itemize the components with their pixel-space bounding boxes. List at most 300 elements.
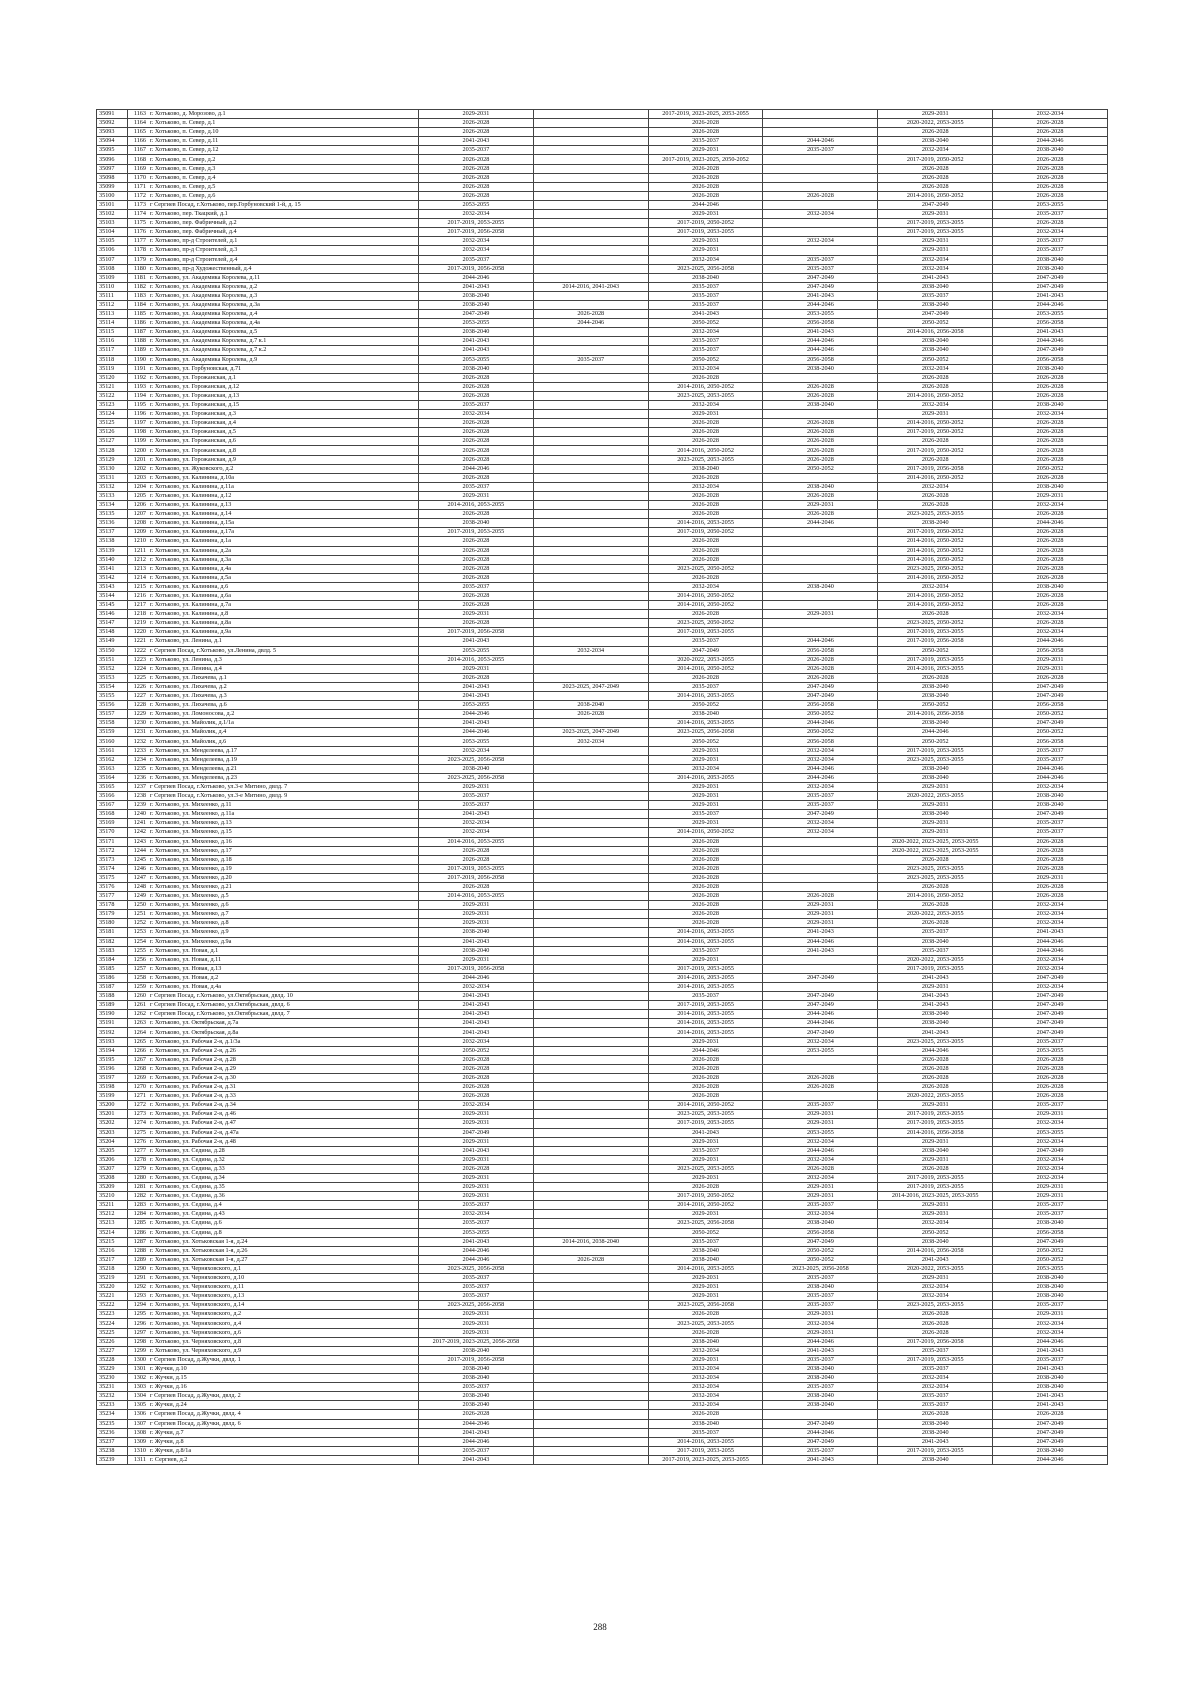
period-cell-5: 2017-2019, 2053-2055 xyxy=(878,228,993,237)
table-row xyxy=(97,510,1108,519)
address-cell: г. Хотьково, ул. Рабочая 2-я, д.46 xyxy=(148,1110,419,1119)
row-number-cell: 1309 xyxy=(128,1437,149,1446)
period-cell-3: 2014-2016, 2050-2052 xyxy=(648,591,763,600)
row-id-cell: 35120 xyxy=(97,373,128,382)
row-number-cell: 1266 xyxy=(128,1046,149,1055)
address-cell: г. Хотьково, ул. Седина, д.36 xyxy=(148,1192,419,1201)
row-id-cell: 35110 xyxy=(97,282,128,291)
row-id-cell: 35099 xyxy=(97,182,128,191)
period-cell-5: 2020-2022, 2053-2055 xyxy=(878,792,993,801)
period-cell-4: 2056-2058 xyxy=(763,646,878,655)
row-number-cell: 1173 xyxy=(128,200,149,209)
row-number-cell: 1224 xyxy=(128,664,149,673)
period-cell-6: 2035-2037 xyxy=(993,819,1108,828)
row-id-cell: 35132 xyxy=(97,482,128,491)
period-cell-5: 2026-2028 xyxy=(878,1055,993,1064)
address-cell: г. Хотьково, ул. Калинина, д.9а xyxy=(148,628,419,637)
row-number-cell: 1261 xyxy=(128,1001,149,1010)
address-cell: г. Хотьково, ул. Академика Королева, д.11 xyxy=(148,273,419,282)
row-number-cell: 1222 xyxy=(128,646,149,655)
table-row xyxy=(97,264,1108,273)
address-cell: г. Хотьково, ул. Новая, д.2 xyxy=(148,973,419,982)
address-cell: г. Хотьково, ул. Октябрьская, д.8а xyxy=(148,1028,419,1037)
period-cell-4 xyxy=(763,173,878,182)
row-id-cell: 35145 xyxy=(97,601,128,610)
period-cell-3: 2014-2016, 2050-2052 xyxy=(648,1201,763,1210)
table-row xyxy=(97,673,1108,682)
period-cell-3: 2035-2037 xyxy=(648,637,763,646)
row-id-cell: 35121 xyxy=(97,382,128,391)
period-cell-4 xyxy=(763,619,878,628)
period-cell-3: 2029-2031 xyxy=(648,801,763,810)
period-cell-6: 2038-2040 xyxy=(993,401,1108,410)
period-cell-4: 2035-2037 xyxy=(763,1201,878,1210)
period-cell-3: 2026-2028 xyxy=(648,837,763,846)
period-cell-5: 2017-2019, 2053-2055 xyxy=(878,1446,993,1455)
period-cell-3: 2032-2034 xyxy=(648,1346,763,1355)
period-cell-4 xyxy=(763,564,878,573)
row-number-cell: 1207 xyxy=(128,510,149,519)
address-cell: г. Хотьково, ул. Седина, д.32 xyxy=(148,1155,419,1164)
period-cell-2 xyxy=(533,555,648,564)
period-cell-3: 2029-2031 xyxy=(648,237,763,246)
period-cell-3: 2026-2028 xyxy=(648,501,763,510)
period-cell-5: 2029-2031 xyxy=(878,819,993,828)
period-cell-2 xyxy=(533,892,648,901)
row-number-cell: 1223 xyxy=(128,655,149,664)
table-row xyxy=(97,628,1108,637)
address-cell: г. Хотьково, ул. Академика Королева, д.3 xyxy=(148,291,419,300)
page-number: 288 xyxy=(593,1622,607,1632)
row-id-cell: 35133 xyxy=(97,491,128,500)
period-cell-5: 2035-2037 xyxy=(878,1392,993,1401)
row-id-cell: 35212 xyxy=(97,1210,128,1219)
period-cell-2 xyxy=(533,446,648,455)
period-cell-2 xyxy=(533,637,648,646)
period-cell-3: 2023-2025, 2050-2052 xyxy=(648,619,763,628)
period-cell-4: 2026-2028 xyxy=(763,892,878,901)
table-row xyxy=(97,983,1108,992)
period-cell-6: 2044-2046 xyxy=(993,764,1108,773)
table-row xyxy=(97,191,1108,200)
row-id-cell: 35233 xyxy=(97,1401,128,1410)
row-number-cell: 1175 xyxy=(128,219,149,228)
row-id-cell: 35157 xyxy=(97,710,128,719)
period-cell-1: 2035-2037 xyxy=(419,1274,534,1283)
period-cell-4: 2047-2049 xyxy=(763,810,878,819)
table-row xyxy=(97,1046,1108,1055)
table-row xyxy=(97,1292,1108,1301)
row-number-cell: 1233 xyxy=(128,746,149,755)
period-cell-4: 2032-2034 xyxy=(763,1210,878,1219)
period-cell-1: 2029-2031 xyxy=(419,1137,534,1146)
period-cell-2 xyxy=(533,964,648,973)
period-cell-2 xyxy=(533,1228,648,1237)
period-cell-6: 2047-2049 xyxy=(993,1428,1108,1437)
period-cell-3: 2029-2031 xyxy=(648,410,763,419)
period-cell-6: 2047-2049 xyxy=(993,973,1108,982)
period-cell-3: 2035-2037 xyxy=(648,992,763,1001)
period-cell-4 xyxy=(763,410,878,419)
table-row xyxy=(97,119,1108,128)
period-cell-3: 2050-2052 xyxy=(648,355,763,364)
period-cell-2 xyxy=(533,1274,648,1283)
period-cell-1: 2026-2028 xyxy=(419,1083,534,1092)
period-cell-5: 2038-2040 xyxy=(878,300,993,309)
period-cell-4: 2026-2028 xyxy=(763,491,878,500)
row-id-cell: 35208 xyxy=(97,1173,128,1182)
period-cell-2 xyxy=(533,1346,648,1355)
row-id-cell: 35113 xyxy=(97,310,128,319)
period-cell-6: 2029-2031 xyxy=(993,873,1108,882)
period-cell-5: 2023-2025, 2050-2052 xyxy=(878,619,993,628)
period-cell-3: 2017-2019, 2053-2055 xyxy=(648,964,763,973)
row-id-cell: 35219 xyxy=(97,1274,128,1283)
row-number-cell: 1294 xyxy=(128,1301,149,1310)
row-id-cell: 35192 xyxy=(97,1028,128,1037)
table-row xyxy=(97,1210,1108,1219)
row-number-cell: 1214 xyxy=(128,573,149,582)
period-cell-4 xyxy=(763,164,878,173)
row-number-cell: 1296 xyxy=(128,1319,149,1328)
period-cell-5: 2014-2016, 2050-2052 xyxy=(878,573,993,582)
row-id-cell: 35152 xyxy=(97,664,128,673)
table-row xyxy=(97,1419,1108,1428)
period-cell-4 xyxy=(763,1092,878,1101)
table-row xyxy=(97,646,1108,655)
period-cell-3: 2029-2031 xyxy=(648,755,763,764)
row-number-cell: 1185 xyxy=(128,310,149,319)
period-cell-3: 2026-2028 xyxy=(648,873,763,882)
period-cell-5: 2026-2028 xyxy=(878,182,993,191)
address-cell: г. Хотьково, ул. Новая, д.4а xyxy=(148,983,419,992)
row-number-cell: 1282 xyxy=(128,1192,149,1201)
row-id-cell: 35216 xyxy=(97,1246,128,1255)
period-cell-3: 2026-2028 xyxy=(648,901,763,910)
period-cell-3: 2026-2028 xyxy=(648,1073,763,1082)
period-cell-2: 2038-2040 xyxy=(533,701,648,710)
period-cell-6: 2038-2040 xyxy=(993,792,1108,801)
period-cell-6: 2044-2046 xyxy=(993,937,1108,946)
period-cell-4: 2029-2031 xyxy=(763,610,878,619)
row-number-cell: 1221 xyxy=(128,637,149,646)
period-cell-5: 2023-2025, 2053-2055 xyxy=(878,864,993,873)
row-id-cell: 35185 xyxy=(97,964,128,973)
period-cell-1: 2053-2055 xyxy=(419,646,534,655)
row-id-cell: 35213 xyxy=(97,1219,128,1228)
row-id-cell: 35160 xyxy=(97,737,128,746)
period-cell-4 xyxy=(763,964,878,973)
period-cell-6: 2050-2052 xyxy=(993,464,1108,473)
table-row xyxy=(97,310,1108,319)
row-number-cell: 1212 xyxy=(128,555,149,564)
period-cell-5: 2017-2019, 2050-2052 xyxy=(878,155,993,164)
period-cell-6: 2026-2028 xyxy=(993,510,1108,519)
period-cell-2: 2014-2016, 2041-2043 xyxy=(533,282,648,291)
row-id-cell: 35146 xyxy=(97,610,128,619)
address-cell: г. Сергиев, д.2 xyxy=(148,1455,419,1464)
address-cell: г. Хотьково, ул. Горожанская, д.8 xyxy=(148,446,419,455)
address-cell: г. Хотьково, ул. Михеенко, д.18 xyxy=(148,855,419,864)
row-number-cell: 1217 xyxy=(128,601,149,610)
row-number-cell: 1238 xyxy=(128,792,149,801)
period-cell-2 xyxy=(533,573,648,582)
period-cell-6: 2035-2037 xyxy=(993,1301,1108,1310)
period-cell-4: 2041-2043 xyxy=(763,1455,878,1464)
period-cell-2 xyxy=(533,155,648,164)
period-cell-6: 2026-2028 xyxy=(993,1064,1108,1073)
period-cell-5: 2029-2031 xyxy=(878,1137,993,1146)
period-cell-3: 2029-2031 xyxy=(648,1274,763,1283)
period-cell-1: 2041-2043 xyxy=(419,1028,534,1037)
period-cell-2 xyxy=(533,746,648,755)
period-cell-6: 2047-2049 xyxy=(993,1001,1108,1010)
period-cell-5: 2014-2016, 2056-2058 xyxy=(878,1246,993,1255)
row-id-cell: 35142 xyxy=(97,573,128,582)
period-cell-6: 2026-2028 xyxy=(993,601,1108,610)
table-row xyxy=(97,792,1108,801)
period-cell-2 xyxy=(533,1128,648,1137)
period-cell-6: 2047-2049 xyxy=(993,1019,1108,1028)
period-cell-1: 2029-2031 xyxy=(419,782,534,791)
address-cell: г. Хотьково, ул. Менделеева, д.23 xyxy=(148,773,419,782)
row-id-cell: 35123 xyxy=(97,401,128,410)
row-id-cell: 35226 xyxy=(97,1337,128,1346)
period-cell-4: 2044-2046 xyxy=(763,300,878,309)
row-number-cell: 1280 xyxy=(128,1173,149,1182)
period-cell-5: 2041-2043 xyxy=(878,1001,993,1010)
period-cell-3: 2023-2025, 2056-2058 xyxy=(648,1301,763,1310)
period-cell-4: 2032-2034 xyxy=(763,1137,878,1146)
period-cell-6: 2038-2040 xyxy=(993,264,1108,273)
table-row xyxy=(97,455,1108,464)
period-cell-1: 2026-2028 xyxy=(419,1064,534,1073)
period-cell-6: 2041-2043 xyxy=(993,1401,1108,1410)
period-cell-1: 2032-2034 xyxy=(419,1037,534,1046)
period-cell-1: 2026-2028 xyxy=(419,846,534,855)
table-row xyxy=(97,755,1108,764)
address-cell: г. Хотьково, ул. Менделеева, д.19 xyxy=(148,755,419,764)
period-cell-6: 2032-2034 xyxy=(993,1164,1108,1173)
period-cell-1: 2014-2016, 2053-2055 xyxy=(419,892,534,901)
table-row xyxy=(97,882,1108,891)
table-row xyxy=(97,564,1108,573)
period-cell-4 xyxy=(763,246,878,255)
period-cell-6: 2041-2043 xyxy=(993,291,1108,300)
period-cell-3: 2026-2028 xyxy=(648,419,763,428)
address-cell: г. Хотьково, ул. Калинина, д.13 xyxy=(148,501,419,510)
period-cell-5: 2032-2034 xyxy=(878,364,993,373)
period-cell-3: 2026-2028 xyxy=(648,473,763,482)
period-cell-6: 2056-2058 xyxy=(993,355,1108,364)
period-cell-6: 2044-2046 xyxy=(993,946,1108,955)
period-cell-2 xyxy=(533,455,648,464)
period-cell-3: 2023-2025, 2053-2055 xyxy=(648,1110,763,1119)
period-cell-1: 2026-2028 xyxy=(419,546,534,555)
period-cell-1: 2029-2031 xyxy=(419,110,534,119)
period-cell-5: 2014-2016, 2050-2052 xyxy=(878,601,993,610)
period-cell-1: 2044-2046 xyxy=(419,273,534,282)
period-cell-3: 2020-2022, 2053-2055 xyxy=(648,655,763,664)
table-row xyxy=(97,210,1108,219)
row-number-cell: 1286 xyxy=(128,1228,149,1237)
period-cell-6: 2032-2034 xyxy=(993,1173,1108,1182)
row-id-cell: 35111 xyxy=(97,291,128,300)
period-cell-2 xyxy=(533,1310,648,1319)
row-number-cell: 1254 xyxy=(128,937,149,946)
period-cell-2 xyxy=(533,1246,648,1255)
period-cell-1: 2026-2028 xyxy=(419,373,534,382)
period-cell-5: 2047-2049 xyxy=(878,200,993,209)
period-cell-3: 2035-2037 xyxy=(648,946,763,955)
period-cell-3: 2035-2037 xyxy=(648,346,763,355)
table-row xyxy=(97,810,1108,819)
period-cell-2 xyxy=(533,246,648,255)
period-cell-1: 2014-2016, 2053-2055 xyxy=(419,837,534,846)
period-cell-5: 2041-2043 xyxy=(878,992,993,1001)
period-cell-4: 2038-2040 xyxy=(763,1283,878,1292)
period-cell-2 xyxy=(533,1410,648,1419)
period-cell-6: 2026-2028 xyxy=(993,1073,1108,1082)
table-row xyxy=(97,464,1108,473)
table-row xyxy=(97,610,1108,619)
period-cell-2 xyxy=(533,1037,648,1046)
period-cell-2: 2032-2034 xyxy=(533,737,648,746)
row-id-cell: 35107 xyxy=(97,255,128,264)
address-cell: г. Хотьково, ул. Черняховского, д.14 xyxy=(148,1301,419,1310)
row-number-cell: 1247 xyxy=(128,873,149,882)
period-cell-5: 2014-2016, 2056-2058 xyxy=(878,710,993,719)
period-cell-2 xyxy=(533,591,648,600)
period-cell-3: 2023-2025, 2056-2058 xyxy=(648,264,763,273)
period-cell-4: 2029-2031 xyxy=(763,1119,878,1128)
period-cell-2 xyxy=(533,792,648,801)
period-cell-4: 2047-2049 xyxy=(763,1028,878,1037)
period-cell-4: 2050-2052 xyxy=(763,1255,878,1264)
period-cell-2 xyxy=(533,1092,648,1101)
table-row xyxy=(97,337,1108,346)
row-number-cell: 1272 xyxy=(128,1101,149,1110)
period-cell-2: 2032-2034 xyxy=(533,646,648,655)
period-cell-3: 2026-2028 xyxy=(648,437,763,446)
period-cell-2: 2035-2037 xyxy=(533,355,648,364)
address-cell: г. Жучки, д.10 xyxy=(148,1364,419,1373)
period-cell-3: 2029-2031 xyxy=(648,1355,763,1364)
period-cell-5: 2026-2028 xyxy=(878,164,993,173)
row-number-cell: 1166 xyxy=(128,137,149,146)
period-cell-1: 2026-2028 xyxy=(419,882,534,891)
address-cell: г. Хотьково, ул. Михеенко, д.5 xyxy=(148,892,419,901)
period-cell-4 xyxy=(763,528,878,537)
period-cell-1: 2035-2037 xyxy=(419,1446,534,1455)
period-cell-3: 2035-2037 xyxy=(648,1428,763,1437)
row-id-cell: 35125 xyxy=(97,419,128,428)
row-number-cell: 1186 xyxy=(128,319,149,328)
period-cell-6: 2056-2058 xyxy=(993,646,1108,655)
period-cell-5: 2032-2034 xyxy=(878,482,993,491)
period-cell-3: 2014-2016, 2050-2052 xyxy=(648,828,763,837)
row-id-cell: 35100 xyxy=(97,191,128,200)
table-row xyxy=(97,319,1108,328)
period-cell-3: 2032-2034 xyxy=(648,255,763,264)
row-id-cell: 35116 xyxy=(97,337,128,346)
row-id-cell: 35155 xyxy=(97,692,128,701)
period-cell-3: 2044-2046 xyxy=(648,200,763,209)
table-row xyxy=(97,1137,1108,1146)
period-cell-1: 2029-2031 xyxy=(419,1119,534,1128)
row-number-cell: 1301 xyxy=(128,1364,149,1373)
table-row xyxy=(97,1183,1108,1192)
address-cell: г. Хотьково, ул. Калинина, д.12 xyxy=(148,491,419,500)
period-cell-1: 2017-2019, 2023-2025, 2056-2058 xyxy=(419,1337,534,1346)
period-cell-3: 2026-2028 xyxy=(648,1055,763,1064)
address-cell: г. Хотьково, ул. Менделеева, д.21 xyxy=(148,764,419,773)
period-cell-1: 2026-2028 xyxy=(419,173,534,182)
period-cell-4: 2038-2040 xyxy=(763,1401,878,1410)
period-cell-4: 2056-2058 xyxy=(763,1228,878,1237)
period-cell-6: 2029-2031 xyxy=(993,1183,1108,1192)
period-cell-5: 2035-2037 xyxy=(878,1401,993,1410)
period-cell-4: 2038-2040 xyxy=(763,364,878,373)
period-cell-5: 2020-2022, 2053-2055 xyxy=(878,910,993,919)
period-cell-1: 2038-2040 xyxy=(419,291,534,300)
period-cell-2 xyxy=(533,137,648,146)
period-cell-6: 2047-2049 xyxy=(993,692,1108,701)
period-cell-3: 2023-2025, 2053-2055 xyxy=(648,1164,763,1173)
address-cell: г. Хотьково, ул. Рабочая 2-я, д.30 xyxy=(148,1073,419,1082)
row-number-cell: 1253 xyxy=(128,928,149,937)
period-cell-2 xyxy=(533,1328,648,1337)
period-cell-5: 2032-2034 xyxy=(878,255,993,264)
period-cell-4: 2026-2028 xyxy=(763,510,878,519)
period-cell-1: 2053-2055 xyxy=(419,355,534,364)
table-row xyxy=(97,1083,1108,1092)
period-cell-6: 2056-2058 xyxy=(993,701,1108,710)
period-cell-5: 2029-2031 xyxy=(878,1101,993,1110)
table-row xyxy=(97,328,1108,337)
period-cell-2 xyxy=(533,1319,648,1328)
period-cell-3: 2026-2028 xyxy=(648,1410,763,1419)
period-cell-6: 2038-2040 xyxy=(993,1374,1108,1383)
period-cell-1: 2017-2019, 2053-2055 xyxy=(419,864,534,873)
period-cell-6: 2047-2049 xyxy=(993,719,1108,728)
table-row xyxy=(97,1328,1108,1337)
address-cell: г Сергиев Посад, г.Хотьково, ул.Октябрьская, двлд. 7 xyxy=(148,1010,419,1019)
table-row xyxy=(97,1073,1108,1082)
address-cell: г. Хотьково, п. Север, д.10 xyxy=(148,128,419,137)
table-row xyxy=(97,1173,1108,1182)
period-cell-5: 2032-2034 xyxy=(878,146,993,155)
period-cell-6: 2026-2028 xyxy=(993,1055,1108,1064)
table-row xyxy=(97,828,1108,837)
row-number-cell: 1265 xyxy=(128,1037,149,1046)
address-cell: г. Хотьково, ул. Седина, д.33 xyxy=(148,1164,419,1173)
period-cell-1: 2026-2028 xyxy=(419,555,534,564)
period-cell-3: 2023-2025, 2053-2055 xyxy=(648,455,763,464)
period-cell-2 xyxy=(533,692,648,701)
row-number-cell: 1172 xyxy=(128,191,149,200)
row-id-cell: 35104 xyxy=(97,228,128,237)
table-row xyxy=(97,1128,1108,1137)
row-id-cell: 35234 xyxy=(97,1410,128,1419)
period-cell-2 xyxy=(533,919,648,928)
address-cell: г. Хотьково, п. Север, д.1 xyxy=(148,119,419,128)
period-cell-3: 2026-2028 xyxy=(648,173,763,182)
period-cell-3: 2026-2028 xyxy=(648,892,763,901)
address-cell: г. Хотьково, ул. Рабочая 2-я, д.48 xyxy=(148,1137,419,1146)
period-cell-6: 2032-2034 xyxy=(993,1155,1108,1164)
period-cell-2 xyxy=(533,819,648,828)
